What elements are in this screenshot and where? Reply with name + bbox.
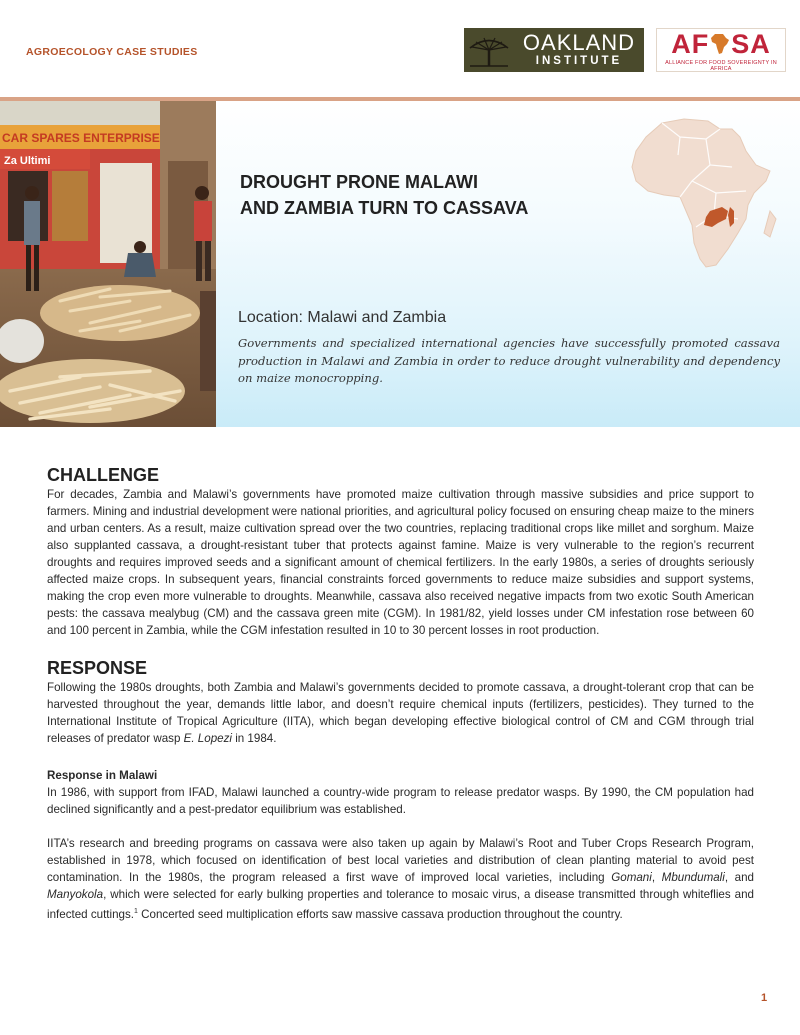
afsa-mark-left: AF [671,29,710,59]
summary-text: Governments and specialized international agencies have successfully promoted cassava production in Malawi and Zambia in order to reduce drought vulnerability and dependency on maize monocropping. [238,336,780,385]
variety-manyokola: Manyokola [47,888,104,901]
malawi-subheading: Response in Malawi [47,769,158,782]
page-title [240,169,620,221]
oakland-institute-logo [464,28,644,72]
location-label: Location: Malawi and Zambia [238,309,447,326]
species-name: E. Lopezi [183,732,232,745]
oakland-name: OAKLAND [522,30,636,56]
variety-mbundumali: Mbundumali [661,871,725,884]
afsa-logo [656,28,786,72]
article-body [47,464,754,923]
afsa-mark-right: SA [731,29,771,59]
page-number: 1 [761,992,768,1004]
title-line-2: AND ZAMBIA TURN TO CASSAVA [240,198,529,218]
variety-gomani: Gomani [611,871,652,884]
africa-emblem-icon [710,33,730,55]
response-heading: RESPONSE [47,658,148,678]
series-label: AGROECOLOGY CASE STUDIES [26,46,198,58]
title-line-1: DROUGHT PRONE MALAWI [240,172,478,192]
africa-map-icon [620,115,780,275]
challenge-text: For decades, Zambia and Malawi’s governments have promoted maize cultivation through massive subsidies and price support to farmers. Mining and industrial development were national priorities, and agricultural policy focused on ensuring cheap maize to the miners and urban centers. As a result, maize cultivation spread over the two countries, replacing traditional crops like millet and sorghum. Maize also supplanted cassava, a drought-resistant tuber that protects against famine. Maize is very vulnerable to the region’s recurrent droughts and requires improved seeds and a significant amount of chemical fertilizers. In the early 1980s, a series of droughts seriously affected maize crops. In subsequent years, financial constraints forced governments to reduce maize subsidies and support systems, making the crop even more vulnerable to droughts. Meanwhile, cassava also received negative impacts from two exotic South American pests: the cassava mealybug (CM) and the cassava green mite (CGM). In 1981/82, yield losses under CM infestation rose between 60 and 100 percent in Zambia, while the CGM infestation resulted in 10 to 30 percent losses in root production. [47,488,754,637]
photo-sign-left: Za Ultimi [4,155,51,167]
tree-icon [464,28,514,72]
footnote-reference[interactable]: 1 [134,908,138,915]
malawi-paragraph-1: In 1986, with support from IFAD, Malawi launched a country-wide program to release predator wasps. By 1990, the CM population had declined significantly and a pest-predator equilibrium was established. [47,786,754,816]
response-text: Following the 1980s droughts, both Zambia and Malawi’s governments decided to promote cassava, a drought-tolerant crop that can be harvested throughout the year, demands little labor, and doesn’t require chemical inputs (fertilizers, pesticides). They turned to the International Institute of Tropical Agriculture (IITA), which began developing effective biological control of CM and CGM through trial releases of predator wasp E. Lopezi in 1984. [47,681,754,745]
oakland-sub: INSTITUTE [535,55,623,68]
hero-banner [0,101,800,427]
challenge-heading: CHALLENGE [47,465,159,485]
photo-sign-top: CAR SPARES ENTERPRISE [2,131,160,145]
afsa-tagline: ALLIANCE FOR FOOD SOVEREIGNTY IN AFRICA [665,60,777,72]
malawi-paragraph-2: IITA’s research and breeding programs on cassava were also taken up again by Malawi’s Root and Tuber Crops Research Program, established in 1978, which focused on identification of best local varieties and distribution of clean planting material to avoid pest contamination. In the 1980s, the program released a first wave of improved local varieties, including Gomani, Mbundumali, and Manyokola, which were selected for early bulking properties and tolerance to mosaic virus, a disease transmitted through whiteflies and infected cuttings.$^1$ Concerted seed multiplication efforts saw massive cassava production throughout the country. [47,837,754,921]
cassava-market-photo [0,101,216,427]
